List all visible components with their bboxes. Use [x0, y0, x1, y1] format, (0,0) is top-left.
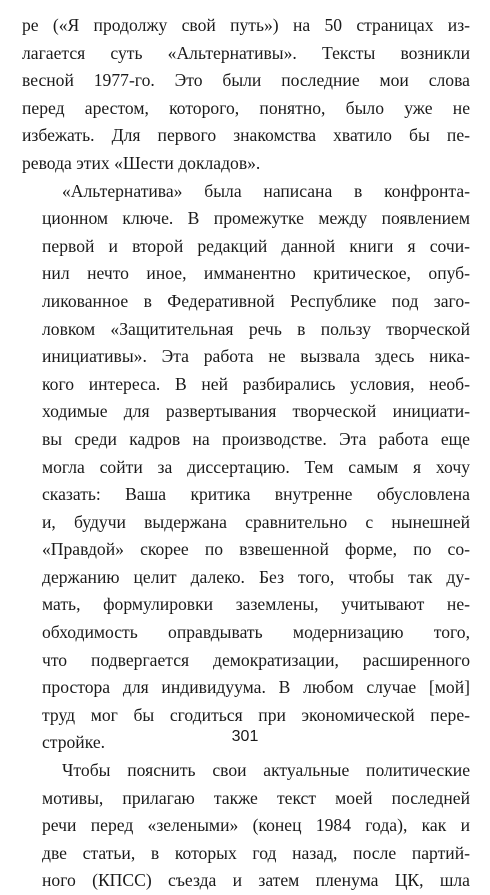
- paragraph-1: [22, 12, 470, 178]
- text-line: избежать. Для первого знакомства хватило бы пе-: [22, 125, 470, 146]
- text-line: обходимость оправдывать модернизацию того,: [42, 622, 470, 643]
- text-line: две статьи, в которых год назад, после партий-: [42, 842, 470, 863]
- paragraph-3: [22, 757, 470, 895]
- text-line: лагается суть «Альтернативы». Тексты возникли: [22, 42, 470, 63]
- text-line: нил нечто иное, имманентно критическое, опуб-: [42, 263, 470, 284]
- text-line: держанию целит далеко. Без того, чтобы так ду-: [42, 566, 470, 587]
- text-line: ре («Я продолжу свой путь») на 50 страницах из-: [22, 15, 470, 35]
- text-line: весной 1977-го. Это были последние мои слова: [22, 70, 470, 91]
- text-line: речи перед «зелеными» (конец 1984 года), как и: [42, 815, 470, 836]
- text-line: первой и второй редакций данной книги я сочи-: [42, 235, 470, 256]
- text-line: что подвергается демократизации, расширенного: [42, 649, 470, 670]
- text-line: могла сойти за диссертацию. Тем самым я хочу: [42, 456, 470, 477]
- text-line: ревода этих «Шести докладов».: [22, 152, 261, 173]
- text-line: Чтобы пояснить свои актуальные политические: [62, 760, 470, 781]
- document-page: [22, 12, 470, 895]
- text-line: ликованное в Федеративной Республике под заго-: [42, 290, 470, 311]
- page-number: 301: [231, 728, 259, 745]
- text-line: перед арестом, которого, понятно, было уже не: [22, 97, 470, 118]
- text-line: ходимые для развертывания творческой инициати-: [42, 401, 470, 422]
- text-line: «Правдой» скорее по взвешенной форме, по со-: [42, 539, 470, 560]
- text-line: кого интереса. В ней разбирались условия, необ-: [42, 373, 470, 394]
- text-line: вы среди кадров на производстве. Эта работа еще: [42, 428, 470, 449]
- text-line: стройке.: [42, 732, 106, 753]
- text-line: инициативы». Эта работа не вызвала здесь ника-: [42, 346, 470, 367]
- text-line: мотивы, прилагаю также текст моей последней: [42, 787, 470, 808]
- text-line: ционном ключе. В промежутке между появлением: [42, 208, 470, 229]
- text-line: сказать: Ваша критика внутренне обусловлена: [42, 484, 470, 505]
- text-line: «Альтернатива» была написана в конфронта-: [62, 180, 470, 201]
- text-line: простора для индивидуума. В любом случае [мой]: [42, 677, 470, 698]
- text-line: ловком «Защитительная речь в пользу творческой: [42, 318, 470, 339]
- text-line: ного (КПСС) съезда и затем пленума ЦК, шла: [42, 870, 470, 891]
- paragraph-2: [22, 178, 470, 757]
- text-line: мать, формулировки заземлены, учитывают не-: [42, 594, 470, 615]
- text-line: и, будучи выдержана сравнительно с нынешней: [42, 511, 470, 532]
- text-line: труд мог бы сгодиться при экономической пере-: [42, 704, 470, 725]
